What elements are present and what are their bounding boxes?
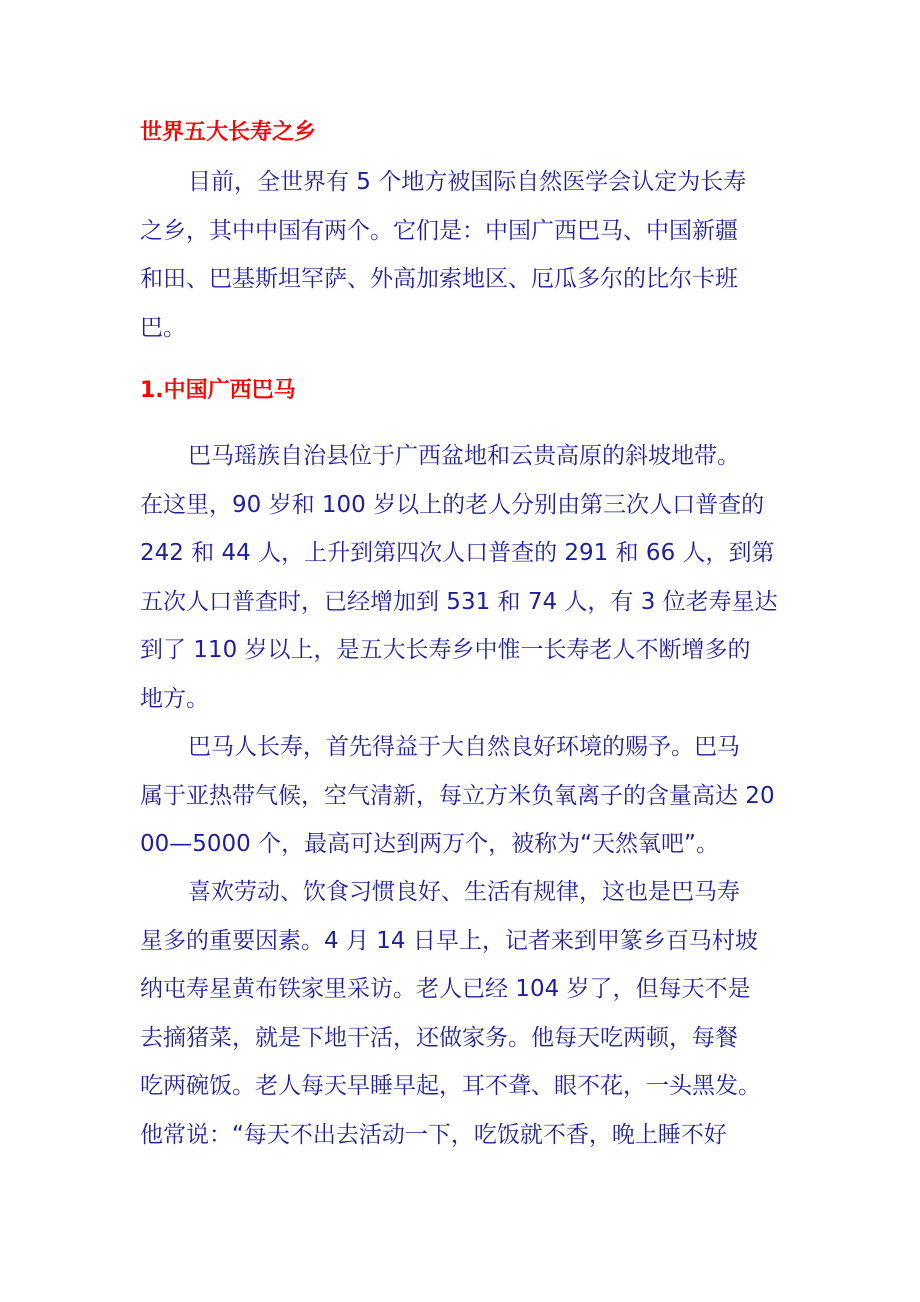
paragraph-line: 喜欢劳动、饮食习惯良好、生活有规律，这也是巴马寿 [188, 879, 740, 905]
paragraph-line: 在这里，90 岁和 100 岁以上的老人分别由第三次人口普查的 [140, 491, 765, 518]
paragraph-line: 巴马瑶族自治县位于广西盆地和云贵高原的斜坡地带。 [188, 443, 740, 469]
intro-line: 之乡，其中中国有两个。它们是：中国广西巴马、中国新疆 [140, 217, 738, 244]
paragraph-line: 地方。 [140, 685, 209, 712]
paragraph-line: 00—5000 个，最高可达到两万个，被称为“天然氧吧”。 [140, 831, 719, 857]
paragraph-line: 星多的重要因素。4 月 14 日早上，记者来到甲篆乡百马村坡 [140, 927, 758, 954]
intro-paragraph [140, 158, 800, 352]
paragraph-line: 去摘猪菜，就是下地干活，还做家务。他每天吃两顿，每餐 [140, 1024, 738, 1051]
paragraph-line: 纳屯寿星黄布铁家里采访。老人已经 104 岁了，但每天不是 [140, 976, 751, 1002]
paragraph-line: 到了 110 岁以上，是五大长寿乡中惟一长寿老人不断增多的 [140, 637, 751, 663]
section-heading: 1.中国广西巴马 [140, 378, 296, 403]
paragraph-line: 242 和 44 人，上升到第四次人口普查的 291 和 66 人，到第 [140, 540, 775, 566]
paragraph-line: 吃两碗饭。老人每天早睡早起，耳不聋、眼不花，一头黑发。 [140, 1073, 761, 1099]
section1-paragraph-1 [140, 432, 800, 723]
paragraph-line: 五次人口普查时，已经增加到 531 和 74 人，有 3 位老寿星达 [140, 588, 778, 615]
intro-line: 和田、巴基斯坦罕萨、外高加索地区、厄瓜多尔的比尔卡班 [140, 266, 738, 292]
paragraph-line: 属于亚热带气候，空气清新，每立方米负氧离子的含量高达 20 [140, 782, 775, 809]
section1-paragraph-3 [140, 868, 800, 1159]
intro-line: 巴。 [140, 314, 186, 341]
paragraph-line: 巴马人长寿，首先得益于大自然良好环境的赐予。巴马 [188, 734, 740, 760]
paragraph-line: 他常说：“每天不出去活动一下，吃饭就不香，晚上睡不好 [140, 1121, 727, 1148]
section1-paragraph-2 [140, 723, 800, 869]
document-title: 世界五大长寿之乡 [140, 120, 317, 145]
intro-line: 目前，全世界有 5 个地方被国际自然医学会认定为长寿 [188, 169, 747, 195]
